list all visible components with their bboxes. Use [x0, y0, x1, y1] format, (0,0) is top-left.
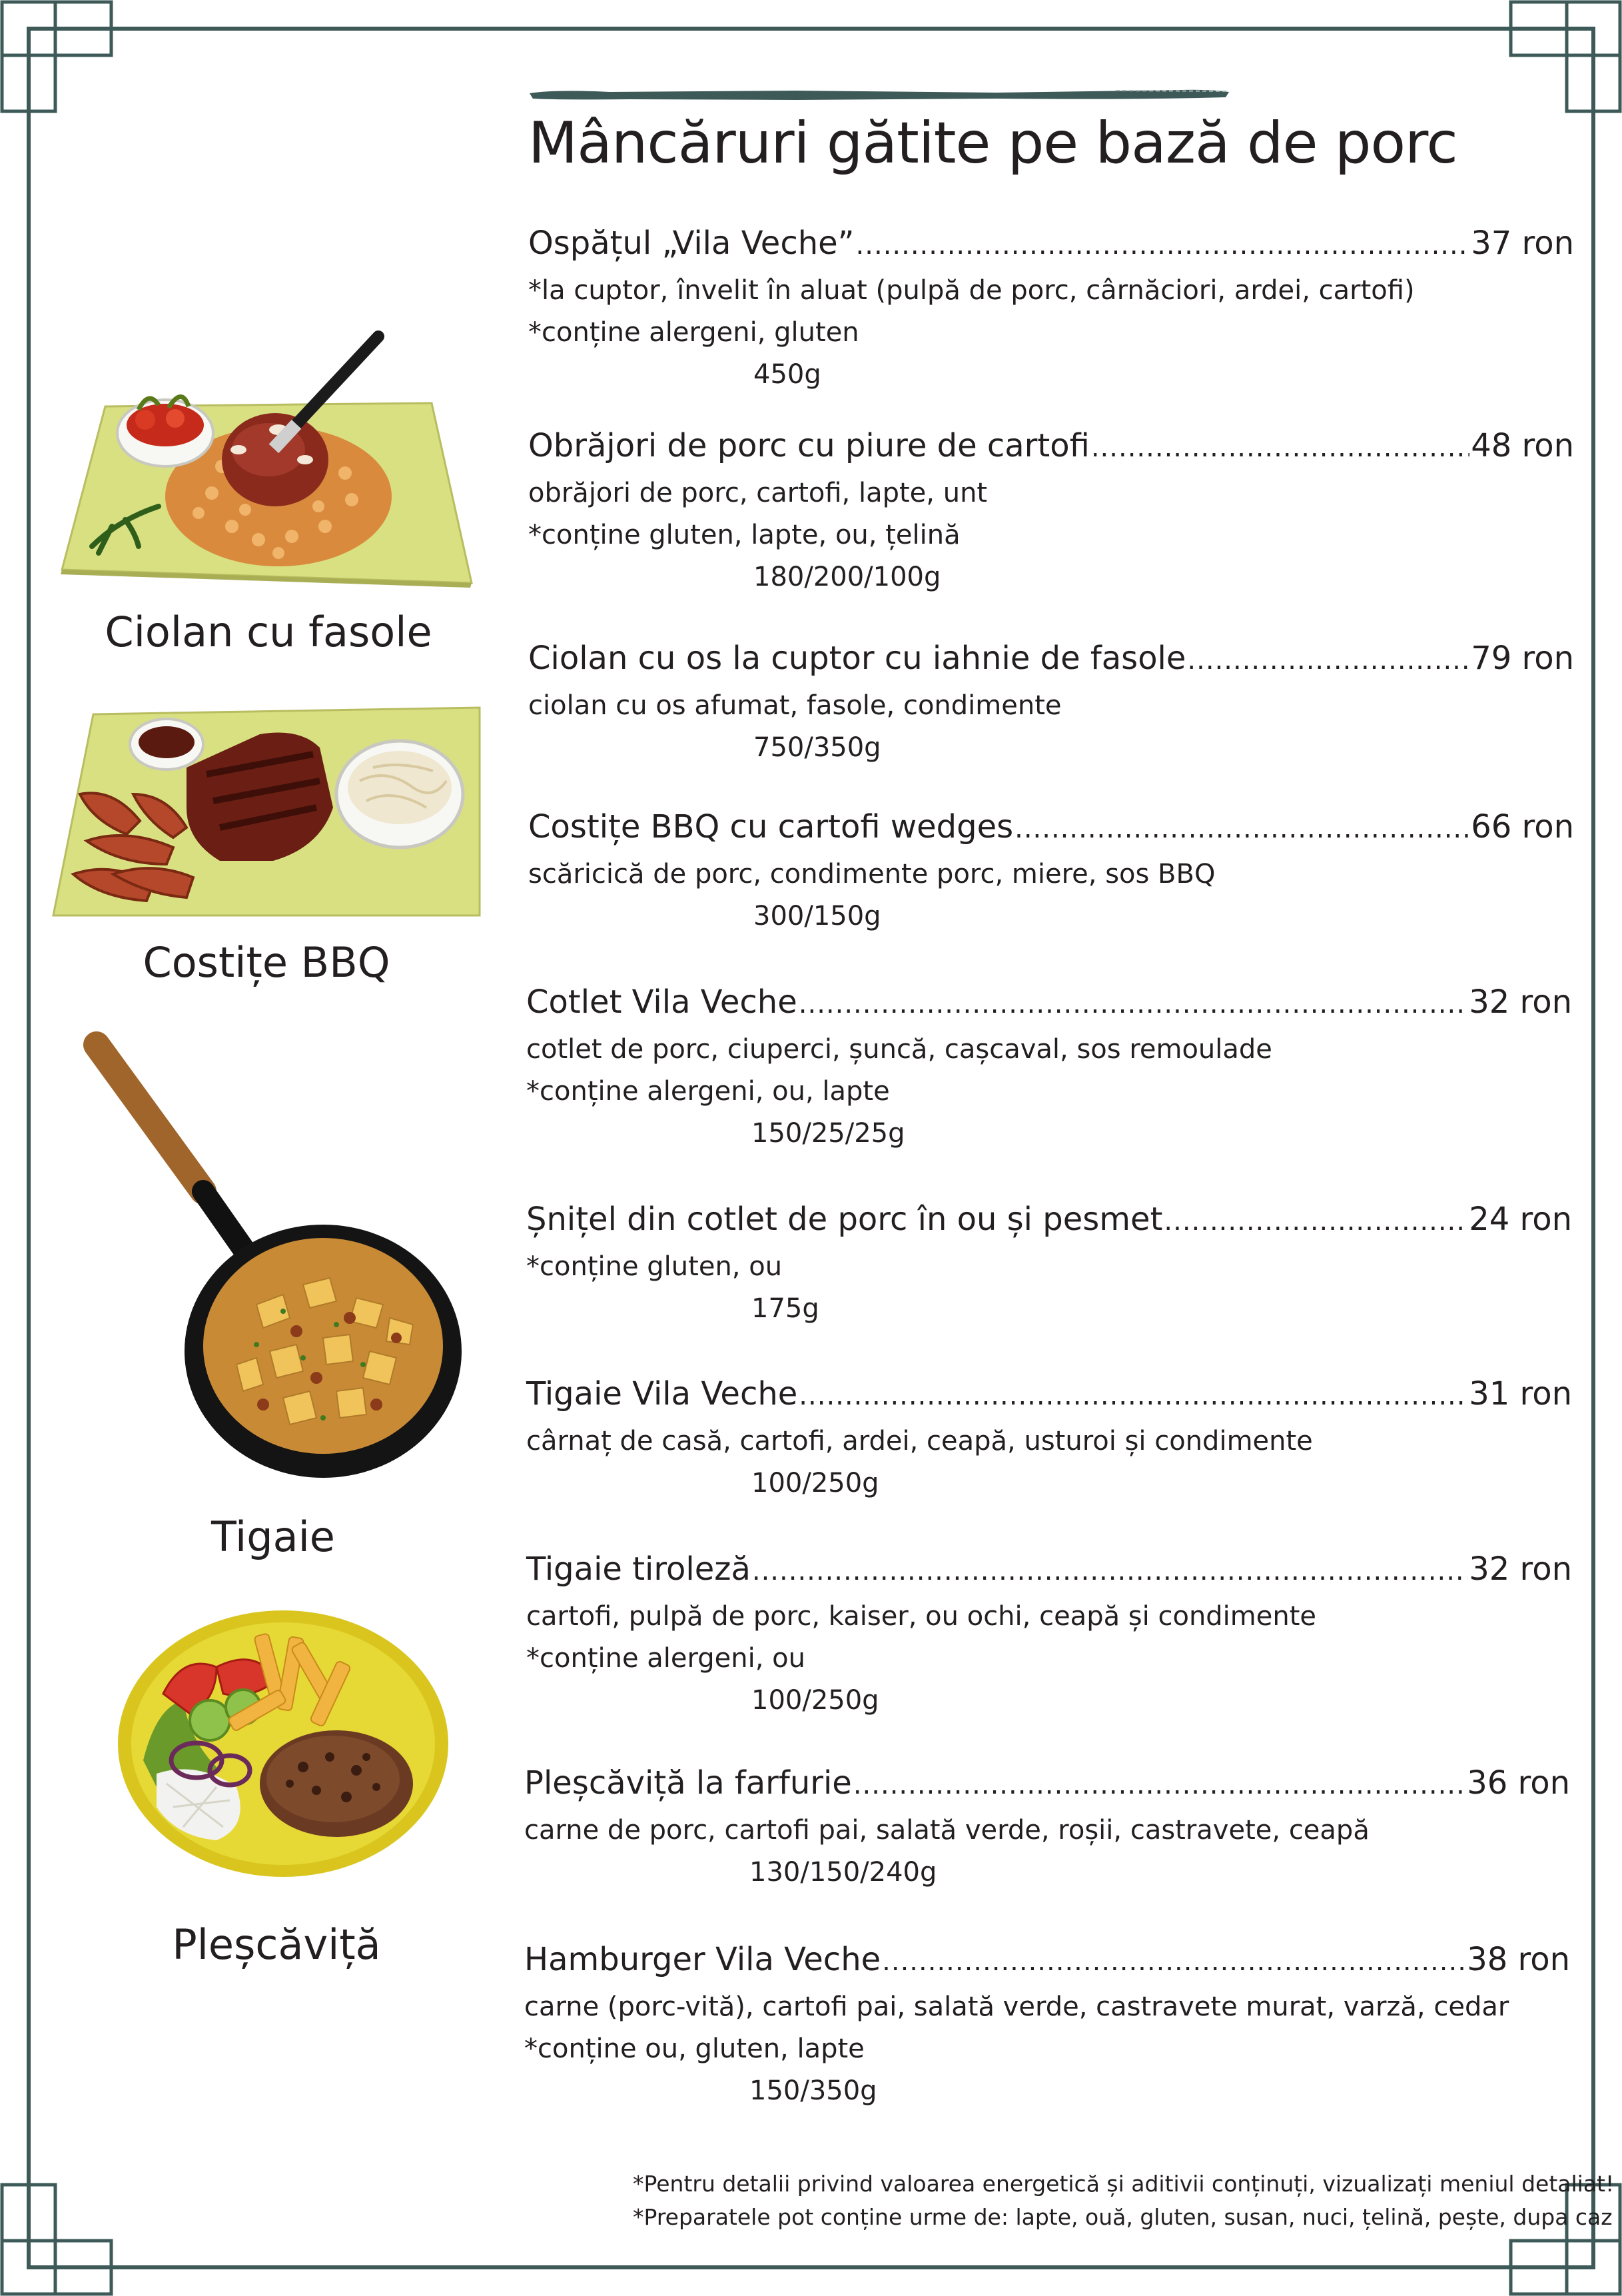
item-weight: 175g	[751, 1293, 819, 1324]
item-description: obrăjori de porc, cartofi, lapte, unt	[528, 478, 988, 508]
item-allergens: *conține gluten, lapte, ou, țelină	[528, 520, 961, 550]
item-name: Ciolan cu os la cuptor cu iahnie de fasole	[528, 640, 1186, 677]
item-weight: 180/200/100g	[753, 562, 941, 592]
corner-ornament-bottom-right	[1509, 2183, 1622, 2296]
item-description: carne de porc, cartofi pai, salată verde, roșii, castravete, ceapă	[524, 1815, 1370, 1846]
item-header	[526, 1375, 1572, 1421]
corner-ornament-top-right	[1509, 0, 1622, 113]
footnote-allergen-traces: *Preparatele pot conține urme de: lapte, ouă, gluten, susan, nuci, țelină, pește, dupa caz	[633, 2204, 1613, 2230]
item-description: scăricică de porc, condimente porc, miere, sos BBQ	[528, 859, 1216, 889]
item-weight: 100/250g	[751, 1468, 879, 1498]
ciolan-cu-fasole-photo	[59, 326, 478, 593]
item-allergens: *conține alergeni, ou, lapte	[526, 1076, 890, 1107]
item-header	[524, 1764, 1570, 1810]
item-name: Șnițel din cotlet de porc în ou și pesmet	[526, 1201, 1163, 1238]
item-price: 36 ron	[1467, 1764, 1570, 1802]
item-header	[524, 1941, 1570, 1986]
item-price: 38 ron	[1467, 1941, 1570, 1978]
item-name: Pleșcăviță la farfurie	[524, 1764, 852, 1802]
menu-item	[524, 1764, 1570, 1894]
dot-leader	[1164, 1206, 1467, 1237]
menu-item	[528, 640, 1574, 769]
item-header	[528, 427, 1574, 472]
dot-leader	[1091, 432, 1469, 463]
item-price: 66 ron	[1471, 808, 1574, 846]
frame-left-border	[27, 27, 31, 2269]
item-allergens: *conține alergeni, gluten	[528, 317, 859, 348]
costite-bbq-caption: Costițe BBQ	[143, 938, 390, 987]
tigaie-caption: Tigaie	[211, 1512, 335, 1561]
dot-leader	[1014, 814, 1469, 844]
menu-item	[526, 1550, 1572, 1722]
item-name: Hamburger Vila Veche	[524, 1941, 881, 1978]
item-allergens: *conține alergeni, ou	[526, 1643, 805, 1674]
item-name: Tigaie Vila Veche	[526, 1375, 798, 1413]
item-name: Tigaie tiroleză	[526, 1550, 751, 1588]
item-weight: 150/25/25g	[751, 1118, 905, 1149]
item-price: 79 ron	[1471, 640, 1574, 677]
corner-ornament-bottom-left	[0, 2183, 113, 2296]
page-title: Mâncăruri gătite pe bază de porc	[528, 110, 1457, 177]
dot-leader	[799, 1381, 1467, 1411]
item-allergens: *conține gluten, ou	[526, 1251, 783, 1282]
menu-item	[528, 225, 1574, 396]
dot-leader	[799, 989, 1467, 1019]
item-header	[526, 983, 1572, 1029]
item-name: Costițe BBQ cu cartofi wedges	[528, 808, 1014, 846]
corner-ornament-top-left	[0, 0, 113, 113]
item-header	[526, 1201, 1572, 1246]
item-description: carne (porc-vită), cartofi pai, salată verde, castravete murat, varză, cedar	[524, 1992, 1509, 2022]
item-description: cotlet de porc, ciuperci, șuncă, cașcaval, sos remoulade	[526, 1034, 1272, 1065]
item-header	[528, 225, 1574, 270]
item-price: 32 ron	[1469, 1550, 1572, 1588]
menu-item	[528, 427, 1574, 598]
dot-leader	[853, 1770, 1465, 1800]
item-price: 31 ron	[1469, 1375, 1572, 1413]
item-name: Ospățul „Vila Veche”	[528, 225, 855, 262]
item-price: 48 ron	[1471, 427, 1574, 464]
costite-bbq-photo	[53, 708, 480, 915]
item-description: cârnaț de casă, cartofi, ardei, ceapă, usturoi și condimente	[526, 1426, 1313, 1456]
footnote-energy-info: *Pentru detalii privind valoarea energetică și aditivii conținuți, vizualizați meniul detaliat!	[633, 2171, 1615, 2197]
menu-item	[526, 1375, 1572, 1504]
item-weight: 450g	[753, 359, 821, 390]
dot-leader	[752, 1556, 1467, 1586]
item-weight: 150/350g	[749, 2075, 877, 2106]
menu-item	[524, 1941, 1570, 2112]
dot-leader	[856, 230, 1470, 261]
menu-item	[526, 983, 1572, 1155]
item-price: 37 ron	[1471, 225, 1574, 262]
item-allergens: *conține ou, gluten, lapte	[524, 2033, 865, 2064]
item-header	[528, 640, 1574, 685]
item-price: 24 ron	[1469, 1201, 1572, 1238]
item-name: Obrăjori de porc cu piure de cartofi	[528, 427, 1090, 464]
tigaie-photo	[83, 1031, 463, 1484]
frame-right-border	[1591, 27, 1595, 2269]
item-weight: 100/250g	[751, 1685, 879, 1716]
frame-bottom-border	[27, 2265, 1595, 2269]
item-weight: 300/150g	[753, 901, 881, 931]
dot-leader	[1187, 645, 1469, 676]
item-name: Cotlet Vila Veche	[526, 983, 797, 1021]
dot-leader	[882, 1946, 1465, 1977]
menu-item	[526, 1201, 1572, 1330]
ciolan-cu-fasole-caption: Ciolan cu fasole	[105, 608, 432, 656]
plescavita-photo	[117, 1607, 450, 1880]
item-description: cartofi, pulpă de porc, kaiser, ou ochi, ceapă și condimente	[526, 1601, 1317, 1632]
item-weight: 750/350g	[753, 732, 881, 763]
brush-stroke-divider	[530, 85, 1229, 105]
frame-top-border	[27, 27, 1595, 31]
item-header	[528, 808, 1574, 854]
item-weight: 130/150/240g	[749, 1857, 937, 1888]
menu-item	[528, 808, 1574, 937]
item-description: *la cuptor, învelit în aluat (pulpă de porc, cârnăciori, ardei, cartofi)	[528, 275, 1415, 306]
item-header	[526, 1550, 1572, 1596]
item-price: 32 ron	[1469, 983, 1572, 1021]
item-description: ciolan cu os afumat, fasole, condimente	[528, 690, 1062, 721]
plescavita-caption: Pleșcăviță	[172, 1920, 381, 1969]
